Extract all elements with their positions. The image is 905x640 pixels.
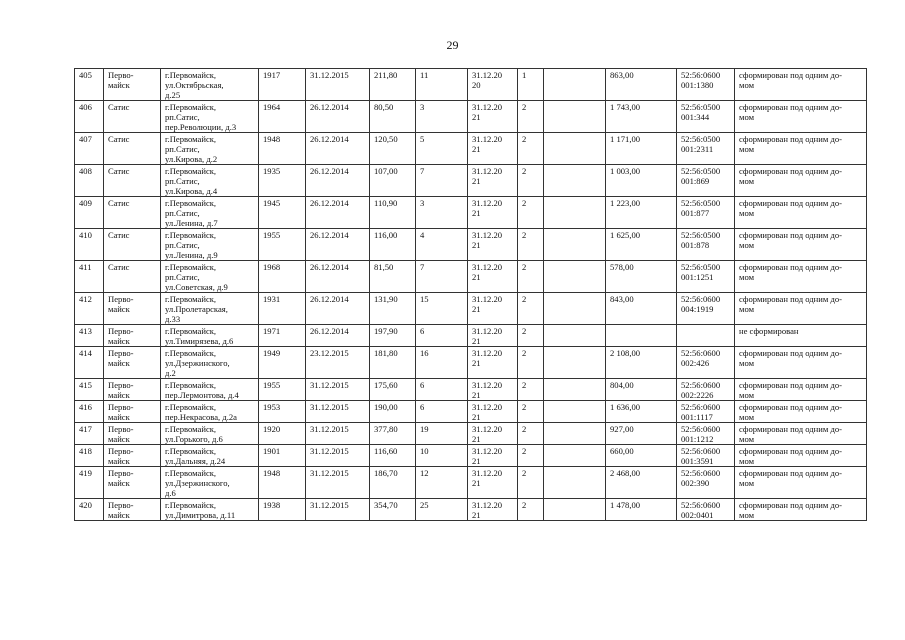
cost-cell: 1 003,00	[606, 165, 677, 197]
land-status-cell: не сформирован	[735, 325, 867, 347]
row-number-cell: 405	[75, 69, 104, 101]
cadastral-number-cell	[677, 325, 735, 347]
plan-date-cell: 31.12.20 21	[468, 445, 518, 467]
stage-cell: 2	[518, 261, 544, 293]
stage-cell: 2	[518, 229, 544, 261]
table-row	[75, 229, 867, 261]
cost-cell: 1 625,00	[606, 229, 677, 261]
date-cell: 26.12.2014	[306, 229, 370, 261]
plan-date-cell: 31.12.20 21	[468, 401, 518, 423]
cadastral-number-cell: 52:56:0600 002:390	[677, 467, 735, 499]
residents-cell: 5	[416, 133, 468, 165]
address-cell: г.Первомайск, ул.Димитрова, д.11	[161, 499, 259, 521]
settlement-cell: Сатис	[104, 261, 161, 293]
year-built-cell: 1964	[259, 101, 306, 133]
address-cell: г.Первомайск, рп.Сатис, ул.Кирова, д.4	[161, 165, 259, 197]
plan-date-cell: 31.12.20 21	[468, 325, 518, 347]
cadastral-number-cell: 52:56:0500 001:2311	[677, 133, 735, 165]
table-row	[75, 379, 867, 401]
row-number-cell: 415	[75, 379, 104, 401]
residents-cell: 11	[416, 69, 468, 101]
plan-date-cell: 31.12.20 21	[468, 261, 518, 293]
settlement-cell: Перво- майск	[104, 293, 161, 325]
address-cell: г.Первомайск, рп.Сатис, пер.Революции, д.3	[161, 101, 259, 133]
land-status-cell: сформирован под одним до- мом	[735, 197, 867, 229]
land-status-cell: сформирован под одним до- мом	[735, 229, 867, 261]
empty-cell	[544, 229, 606, 261]
empty-cell	[544, 423, 606, 445]
empty-cell	[544, 261, 606, 293]
stage-cell: 2	[518, 467, 544, 499]
date-cell: 26.12.2014	[306, 293, 370, 325]
cost-cell: 927,00	[606, 423, 677, 445]
cost-cell: 1 223,00	[606, 197, 677, 229]
cadastral-number-cell: 52:56:0600 002:426	[677, 347, 735, 379]
table-row	[75, 445, 867, 467]
cost-cell: 843,00	[606, 293, 677, 325]
empty-cell	[544, 467, 606, 499]
table-body	[75, 69, 867, 521]
empty-cell	[544, 165, 606, 197]
empty-cell	[544, 293, 606, 325]
area-cell: 186,70	[370, 467, 416, 499]
cadastral-number-cell: 52:56:0500 001:344	[677, 101, 735, 133]
land-status-cell: сформирован под одним до- мом	[735, 445, 867, 467]
empty-cell	[544, 197, 606, 229]
stage-cell: 2	[518, 133, 544, 165]
land-status-cell: сформирован под одним до- мом	[735, 261, 867, 293]
date-cell: 31.12.2015	[306, 423, 370, 445]
cadastral-number-cell: 52:56:0500 001:869	[677, 165, 735, 197]
plan-date-cell: 31.12.20 21	[468, 347, 518, 379]
cadastral-number-cell: 52:56:0600 002:2226	[677, 379, 735, 401]
table-row	[75, 423, 867, 445]
land-status-cell: сформирован под одним до- мом	[735, 347, 867, 379]
row-number-cell: 411	[75, 261, 104, 293]
date-cell: 26.12.2014	[306, 261, 370, 293]
address-cell: г.Первомайск, рп.Сатис, ул.Ленина, д.9	[161, 229, 259, 261]
table-row	[75, 165, 867, 197]
stage-cell: 2	[518, 197, 544, 229]
cost-cell	[606, 325, 677, 347]
year-built-cell: 1931	[259, 293, 306, 325]
address-cell: г.Первомайск, ул.Дзержинского, д.6	[161, 467, 259, 499]
residents-cell: 16	[416, 347, 468, 379]
cost-cell: 1 743,00	[606, 101, 677, 133]
plan-date-cell: 31.12.20 21	[468, 101, 518, 133]
address-cell: г.Первомайск, ул.Пролетарская, д.33	[161, 293, 259, 325]
date-cell: 31.12.2015	[306, 69, 370, 101]
date-cell: 31.12.2015	[306, 379, 370, 401]
cadastral-number-cell: 52:56:0600 001:1117	[677, 401, 735, 423]
table-row	[75, 499, 867, 521]
cost-cell: 863,00	[606, 69, 677, 101]
residents-cell: 6	[416, 401, 468, 423]
plan-date-cell: 31.12.20 21	[468, 293, 518, 325]
residents-cell: 6	[416, 325, 468, 347]
settlement-cell: Сатис	[104, 165, 161, 197]
land-status-cell: сформирован под одним до- мом	[735, 165, 867, 197]
date-cell: 31.12.2015	[306, 401, 370, 423]
row-number-cell: 406	[75, 101, 104, 133]
empty-cell	[544, 379, 606, 401]
row-number-cell: 418	[75, 445, 104, 467]
stage-cell: 2	[518, 379, 544, 401]
address-cell: г.Первомайск, рп.Сатис, ул.Кирова, д.2	[161, 133, 259, 165]
row-number-cell: 410	[75, 229, 104, 261]
row-number-cell: 416	[75, 401, 104, 423]
row-number-cell: 407	[75, 133, 104, 165]
land-status-cell: сформирован под одним до- мом	[735, 293, 867, 325]
land-status-cell: сформирован под одним до- мом	[735, 467, 867, 499]
row-number-cell: 419	[75, 467, 104, 499]
cost-cell: 1 636,00	[606, 401, 677, 423]
area-cell: 354,70	[370, 499, 416, 521]
settlement-cell: Сатис	[104, 101, 161, 133]
plan-date-cell: 31.12.20 21	[468, 379, 518, 401]
year-built-cell: 1901	[259, 445, 306, 467]
residents-cell: 25	[416, 499, 468, 521]
cost-cell: 1 478,00	[606, 499, 677, 521]
stage-cell: 1	[518, 69, 544, 101]
cost-cell: 1 171,00	[606, 133, 677, 165]
address-cell: г.Первомайск, ул.Горького, д.6	[161, 423, 259, 445]
date-cell: 31.12.2015	[306, 467, 370, 499]
cadastral-number-cell: 52:56:0600 002:0401	[677, 499, 735, 521]
residents-cell: 7	[416, 165, 468, 197]
area-cell: 377,80	[370, 423, 416, 445]
settlement-cell: Сатис	[104, 229, 161, 261]
plan-date-cell: 31.12.20 21	[468, 423, 518, 445]
year-built-cell: 1935	[259, 165, 306, 197]
row-number-cell: 409	[75, 197, 104, 229]
cost-cell: 578,00	[606, 261, 677, 293]
empty-cell	[544, 401, 606, 423]
date-cell: 26.12.2014	[306, 133, 370, 165]
stage-cell: 2	[518, 445, 544, 467]
area-cell: 175,60	[370, 379, 416, 401]
table-row	[75, 69, 867, 101]
empty-cell	[544, 445, 606, 467]
settlement-cell: Перво- майск	[104, 499, 161, 521]
cost-cell: 2 108,00	[606, 347, 677, 379]
residents-cell: 19	[416, 423, 468, 445]
cadastral-number-cell: 52:56:0600 001:3591	[677, 445, 735, 467]
cadastral-number-cell: 52:56:0600 001:1212	[677, 423, 735, 445]
land-status-cell: сформирован под одним до- мом	[735, 69, 867, 101]
cost-cell: 660,00	[606, 445, 677, 467]
date-cell: 31.12.2015	[306, 499, 370, 521]
stage-cell: 2	[518, 401, 544, 423]
year-built-cell: 1938	[259, 499, 306, 521]
year-built-cell: 1955	[259, 379, 306, 401]
year-built-cell: 1948	[259, 467, 306, 499]
empty-cell	[544, 69, 606, 101]
table-row	[75, 293, 867, 325]
plan-date-cell: 31.12.20 21	[468, 165, 518, 197]
stage-cell: 2	[518, 101, 544, 133]
table-row	[75, 467, 867, 499]
plan-date-cell: 31.12.20 21	[468, 467, 518, 499]
row-number-cell: 408	[75, 165, 104, 197]
area-cell: 116,60	[370, 445, 416, 467]
empty-cell	[544, 101, 606, 133]
settlement-cell: Перво- майск	[104, 325, 161, 347]
empty-cell	[544, 347, 606, 379]
stage-cell: 2	[518, 423, 544, 445]
settlement-cell: Сатис	[104, 197, 161, 229]
date-cell: 31.12.2015	[306, 445, 370, 467]
date-cell: 26.12.2014	[306, 101, 370, 133]
area-cell: 120,50	[370, 133, 416, 165]
date-cell: 23.12.2015	[306, 347, 370, 379]
land-status-cell: сформирован под одним до- мом	[735, 401, 867, 423]
cost-cell: 2 468,00	[606, 467, 677, 499]
row-number-cell: 412	[75, 293, 104, 325]
area-cell: 190,00	[370, 401, 416, 423]
area-cell: 81,50	[370, 261, 416, 293]
land-status-cell: сформирован под одним до- мом	[735, 101, 867, 133]
address-cell: г.Первомайск, ул.Дальняя, д.24	[161, 445, 259, 467]
date-cell: 26.12.2014	[306, 325, 370, 347]
land-status-cell: сформирован под одним до- мом	[735, 423, 867, 445]
year-built-cell: 1949	[259, 347, 306, 379]
empty-cell	[544, 325, 606, 347]
date-cell: 26.12.2014	[306, 197, 370, 229]
stage-cell: 2	[518, 347, 544, 379]
empty-cell	[544, 133, 606, 165]
year-built-cell: 1948	[259, 133, 306, 165]
table-row	[75, 401, 867, 423]
settlement-cell: Перво- майск	[104, 69, 161, 101]
cadastral-number-cell: 52:56:0600 001:1380	[677, 69, 735, 101]
address-cell: г.Первомайск, ул.Октябрьская, д.25	[161, 69, 259, 101]
residents-cell: 7	[416, 261, 468, 293]
area-cell: 80,50	[370, 101, 416, 133]
cost-cell: 804,00	[606, 379, 677, 401]
address-cell: г.Первомайск, пер.Лермонтова, д.4	[161, 379, 259, 401]
cadastral-number-cell: 52:56:0600 004:1919	[677, 293, 735, 325]
settlement-cell: Перво- майск	[104, 379, 161, 401]
residents-cell: 3	[416, 197, 468, 229]
table-row	[75, 325, 867, 347]
stage-cell: 2	[518, 165, 544, 197]
land-status-cell: сформирован под одним до- мом	[735, 499, 867, 521]
settlement-cell: Сатис	[104, 133, 161, 165]
stage-cell: 2	[518, 325, 544, 347]
address-cell: г.Первомайск, рп.Сатис, ул.Советская, д.9	[161, 261, 259, 293]
land-status-cell: сформирован под одним до- мом	[735, 379, 867, 401]
area-cell: 110,90	[370, 197, 416, 229]
year-built-cell: 1971	[259, 325, 306, 347]
address-cell: г.Первомайск, рп.Сатис, ул.Ленина, д.7	[161, 197, 259, 229]
residents-cell: 12	[416, 467, 468, 499]
land-status-cell: сформирован под одним до- мом	[735, 133, 867, 165]
residents-cell: 15	[416, 293, 468, 325]
residents-cell: 6	[416, 379, 468, 401]
area-cell: 107,00	[370, 165, 416, 197]
area-cell: 116,00	[370, 229, 416, 261]
row-number-cell: 413	[75, 325, 104, 347]
plan-date-cell: 31.12.20 21	[468, 499, 518, 521]
area-cell: 181,80	[370, 347, 416, 379]
page-number: 29	[446, 38, 459, 52]
row-number-cell: 414	[75, 347, 104, 379]
empty-cell	[544, 499, 606, 521]
settlement-cell: Перво- майск	[104, 445, 161, 467]
address-cell: г.Первомайск, ул.Дзержинского, д.2	[161, 347, 259, 379]
table-row	[75, 133, 867, 165]
residents-cell: 3	[416, 101, 468, 133]
table-row	[75, 347, 867, 379]
table-row	[75, 101, 867, 133]
stage-cell: 2	[518, 499, 544, 521]
year-built-cell: 1955	[259, 229, 306, 261]
table-row	[75, 197, 867, 229]
plan-date-cell: 31.12.20 21	[468, 133, 518, 165]
plan-date-cell: 31.12.20 20	[468, 69, 518, 101]
table-row	[75, 261, 867, 293]
area-cell: 211,80	[370, 69, 416, 101]
cadastral-number-cell: 52:56:0500 001:878	[677, 229, 735, 261]
cadastral-number-cell: 52:56:0500 001:877	[677, 197, 735, 229]
plan-date-cell: 31.12.20 21	[468, 197, 518, 229]
address-cell: г.Первомайск, ул.Тимирязева, д.6	[161, 325, 259, 347]
cadastral-number-cell: 52:56:0500 001:1251	[677, 261, 735, 293]
year-built-cell: 1917	[259, 69, 306, 101]
housing-registry-table	[74, 68, 867, 521]
settlement-cell: Перво- майск	[104, 401, 161, 423]
area-cell: 131,90	[370, 293, 416, 325]
document-table-container	[74, 68, 866, 521]
year-built-cell: 1945	[259, 197, 306, 229]
residents-cell: 10	[416, 445, 468, 467]
year-built-cell: 1953	[259, 401, 306, 423]
date-cell: 26.12.2014	[306, 165, 370, 197]
row-number-cell: 420	[75, 499, 104, 521]
settlement-cell: Перво- майск	[104, 423, 161, 445]
settlement-cell: Перво- майск	[104, 347, 161, 379]
settlement-cell: Перво- майск	[104, 467, 161, 499]
area-cell: 197,90	[370, 325, 416, 347]
year-built-cell: 1968	[259, 261, 306, 293]
residents-cell: 4	[416, 229, 468, 261]
stage-cell: 2	[518, 293, 544, 325]
year-built-cell: 1920	[259, 423, 306, 445]
row-number-cell: 417	[75, 423, 104, 445]
address-cell: г.Первомайск, пер.Некрасова, д.2а	[161, 401, 259, 423]
plan-date-cell: 31.12.20 21	[468, 229, 518, 261]
